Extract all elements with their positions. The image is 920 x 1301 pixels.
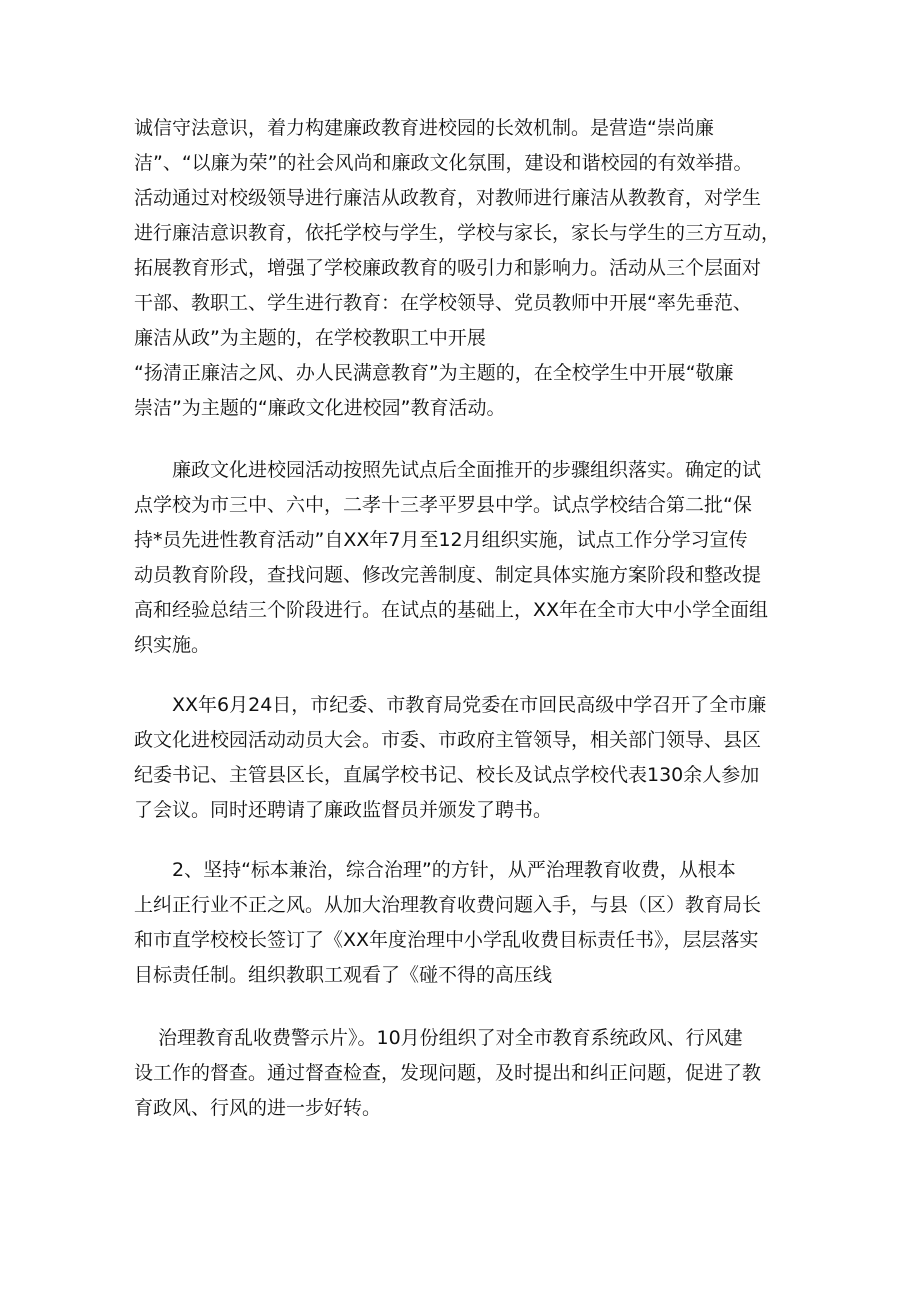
paragraph-1-line-6: 干部、教职工、学生进行教育：在学校领导、党员教师中开展“率先垂范、	[134, 292, 752, 314]
paragraph-2-line-4: 动员教育阶段，查找问题、修改完善制度、制定具体实施方案阶段和整改提	[134, 564, 762, 586]
paragraph-1-line-8: “扬清正廉洁之风、办人民满意教育”为主题的，在全校学生中开展“敬廉	[134, 362, 734, 384]
paragraph-2-line-1: 廉政文化进校园活动按照先试点后全面推开的步骤组织落实。确定的试	[172, 459, 762, 481]
paragraph-3-line-3: 纪委书记、主管县区长，直属学校书记、校长及试点学校代表130余人参加	[134, 764, 760, 786]
paragraph-1-line-1: 诚信守法意识，着力构建廉政教育进校园的长效机制。是营造“崇尚廉	[134, 117, 714, 139]
paragraph-2-line-2: 点学校为市三中、六中，二孝十三孝平罗县中学。试点学校结合第二批“保	[134, 494, 752, 516]
paragraph-3-line-4: 了会议。同时还聘请了廉政监督员并颁发了聘书。	[134, 799, 553, 821]
paragraph-1-line-4: 进行廉洁意识教育，依托学校与学生，学校与家长，家长与学生的三方互动，	[134, 222, 781, 244]
paragraph-3-line-1: XX年6月24日，市纪委、市教育局党委在市回民高级中学召开了全市廉	[172, 694, 767, 716]
paragraph-1-line-5: 拓展教育形式，增强了学校廉政教育的吸引力和影响力。活动从三个层面对	[134, 257, 762, 279]
paragraph-1-line-3: 活动通过对校级领导进行廉洁从政教育，对教师进行廉洁从教教育，对学生	[134, 187, 762, 209]
paragraph-5-line-3: 育政风、行风的进一步好转。	[134, 1097, 382, 1119]
paragraph-1-line-2: 洁”、“以廉为荣”的社会风尚和廉政文化氛围，建设和谐校园的有效举措。	[134, 152, 753, 174]
paragraph-3-line-2: 政文化进校园活动动员大会。市委、市政府主管领导，相关部门领导、县区	[134, 729, 762, 751]
paragraph-2-line-3: 持*员先进性教育活动”自XX年7月至12月组织实施，试点工作分学习宣传	[134, 529, 748, 551]
paragraph-4-line-2: 上纠正行业不正之风。从加大治理教育收费问题入手，与县（区）教育局长	[134, 894, 762, 916]
paragraph-1-line-9: 崇洁”为主题的“廉政文化进校园”教育活动。	[134, 397, 506, 419]
paragraph-4-line-3: 和市直学校校长签订了《XX年度治理中小学乱收费目标责任书》，层层落实	[134, 929, 759, 951]
paragraph-4-line-1: 2、坚持“标本兼治，综合治理”的方针，从严治理教育收费，从根本	[172, 859, 736, 881]
paragraph-2-line-5: 高和经验总结三个阶段进行。在试点的基础上，XX年在全市大中小学全面组	[134, 599, 769, 621]
paragraph-5-line-1: 治理教育乱收费警示片》。10月份组织了对全市教育系统政风、行风建	[158, 1027, 743, 1049]
paragraph-5-line-2: 设工作的督查。通过督查检查，发现问题，及时提出和纠正问题，促进了教	[134, 1062, 762, 1084]
paragraph-4-line-4: 目标责任制。组织教职工观看了《碰不得的高压线	[134, 964, 553, 986]
paragraph-1-line-7: 廉洁从政”为主题的，在学校教职工中开展	[134, 327, 486, 349]
paragraph-2-line-6: 织实施。	[134, 634, 211, 656]
